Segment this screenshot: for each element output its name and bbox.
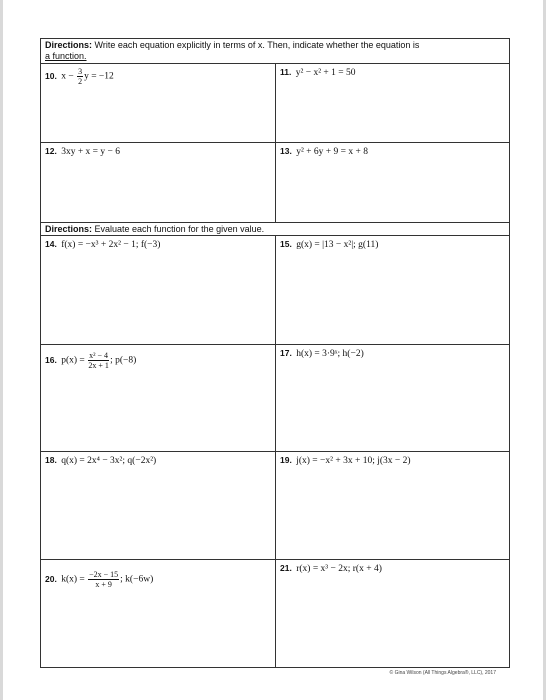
problem-17: 17. h(x) = 3·9ˣ; h(−2): [280, 348, 364, 359]
fraction: $\frac{-2x - 15}{x + 9}$: [89, 570, 119, 589]
directions-label: Directions:: [45, 224, 93, 234]
page-edge-left: [0, 0, 3, 700]
directions-section-1: [41, 39, 509, 63]
copyright-footer: © Gina Wilson (All Things Algebra®, LLC), 2017: [389, 670, 496, 676]
directions-section-2: [41, 222, 509, 236]
problem-18: 18. q(x) = 2x⁴ − 3x²; q(−2x²): [45, 455, 157, 466]
problem-20: 20. k(x) = $\frac{-2x - 15}{x + 9}$ ; k(−6w): [45, 570, 154, 589]
fraction: $\frac{3}{2}$: [78, 67, 83, 86]
problem-11: 11. y² − x² + 1 = 50: [280, 67, 356, 78]
problem-15: 15. g(x) = |13 − x²|; g(11): [280, 239, 379, 250]
problem-12: 12. 3xy + x = y − 6: [45, 146, 121, 157]
fraction: $\frac{\text{x² − 4}}{2x + 1}$: [88, 351, 109, 370]
problem-10: 10. x − $\frac{3}{2}$ y = −12: [45, 67, 114, 86]
directions-text: Evaluate each function for the given value.: [92, 224, 265, 234]
problem-13: 13. y² + 6y + 9 = x + 8: [280, 146, 368, 157]
problem-19: 19. j(x) = −x² + 3x + 10; j(3x − 2): [280, 455, 411, 466]
problem-16: 16. p(x) = $\frac{\text{x² − 4}}{2x + 1}$ ; p(−8): [45, 351, 137, 370]
directions-text: Write each equation explicitly in terms of x. Then, indicate whether the equation is: [92, 40, 420, 50]
worksheet-table: [40, 38, 510, 668]
problem-14: 14. f(x) = −x³ + 2x² − 1; f(−3): [45, 239, 161, 250]
problem-21: 21. r(x) = x³ − 2x; r(x + 4): [280, 563, 382, 574]
directions-continuation: a function.: [45, 51, 87, 61]
directions-label: Directions:: [45, 40, 93, 50]
